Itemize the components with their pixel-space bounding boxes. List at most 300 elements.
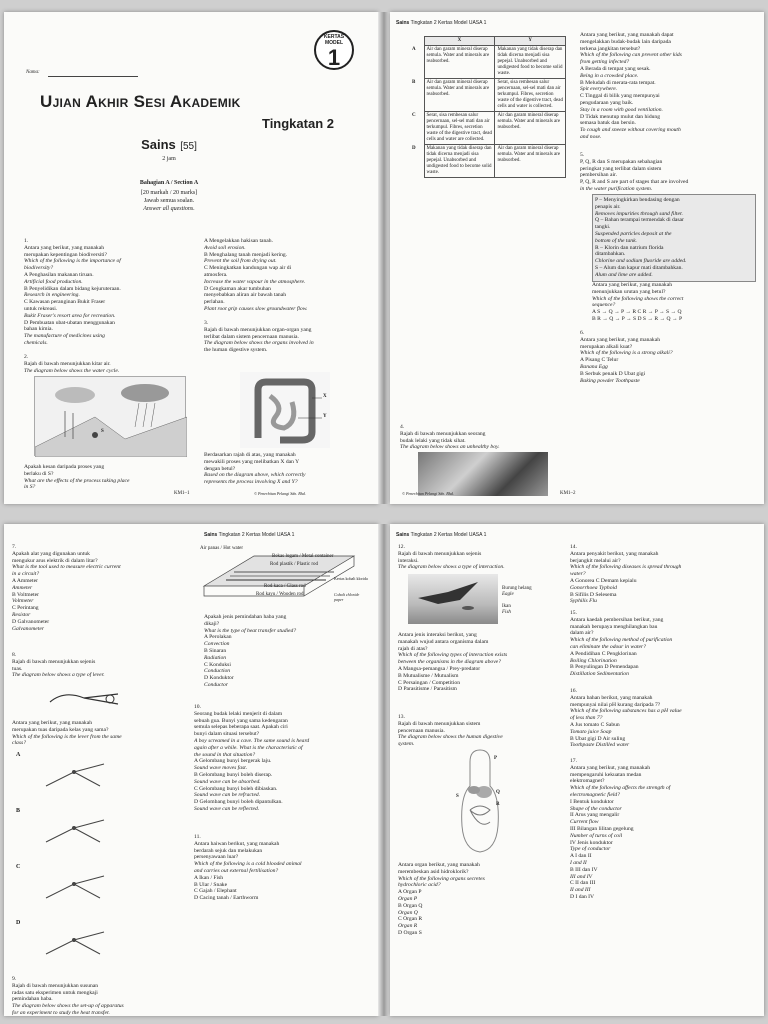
text-line: Syphilis Flu [570,598,597,605]
answer-option: B Organ Q [398,902,423,909]
subject: Sains [141,137,176,152]
text-line: Antara bahan berikut, yang manakah [570,694,653,701]
answer-option: C Persaingan / Competition [398,679,460,686]
label-fish: Ikan [502,604,511,609]
text-line: hydrochloric acid? [398,882,441,889]
answer-option: I Bentuk konduktor [570,798,614,805]
text-line: and carries out external fertilisation? [194,867,279,874]
answer-option: A Penghasilan makanan tiruan. [24,271,94,278]
eagle-photo [408,574,498,624]
text-line: Tomato juice Soap [570,728,612,735]
text-line: Convection [204,641,230,648]
text-line: Antara jenis interaksi berikut, yang [398,632,477,638]
answer-option: III Bilangan lilitan gegelung [570,825,634,832]
text-line: Apakah kesan daripada proses yang [24,464,105,470]
answer-option: IV Jenis konduktor [570,839,613,846]
text-line: semula selepas beberapa saat. Apakah ciri [194,724,288,731]
cell-x: Makanan yang tidak diserap dan tidak dicerna menjadi sisa pepejal. Unabsorbed and undigested food to become solid waste. [424,145,495,178]
text-line: Antara yang berikut, yang manakah [570,764,650,771]
text-line: Chlorine and sodium fluoride are added. [595,258,687,265]
text-line: and nose. [580,133,602,140]
answer-option: D Parasitisme / Parasitism [398,686,457,693]
lever-option-drawing [40,812,110,852]
question-13 [398,714,566,748]
page-number: KM1–2 [560,491,576,496]
header-subject: Sains [396,20,410,26]
question-5 [580,152,756,193]
text-line: P, Q, R dan S merupakan sebahagian [580,158,663,165]
question-12-prompt [398,632,566,693]
question-5-options [592,282,756,323]
text-line: Rajah di bawah menunjukkan sejenis [398,550,482,557]
question-10 [194,704,370,813]
text-line: Antara yang berikut, yang manakah dapat [580,32,674,38]
text-line: 12. [398,544,405,550]
text-line: rajah di atas? [398,645,428,652]
answer-option: I and II [570,859,587,866]
text-line: the sound in that situation? [194,751,256,758]
text-line: Toothpaste Distilled water [570,742,630,749]
header-subject: Sains [396,532,410,538]
table-row [410,112,566,145]
name-line [48,76,138,77]
text-line: 2. [24,354,29,360]
option-letter: C [412,112,416,118]
answer-option: B Mutualisme / Mutualism [398,672,459,679]
answer-option: D I dan IV [570,893,595,900]
text-line: Sound wave can be absorbed. [194,778,261,785]
question-9 [12,976,182,1016]
option-letter: D [412,145,416,151]
question-8 [12,652,182,679]
label-q: Q [496,790,500,795]
text-line: dalam air? [570,630,594,637]
header-text: Tingkatan 2 Kertas Model UASA 1 [218,532,295,538]
text-line: 15. [570,610,577,616]
text-line: 7. [12,544,17,550]
text-line: class? [12,740,26,747]
text-line: sequence? [592,302,616,309]
lever-option-c: C [16,864,21,870]
answer-option: A Berada di tempat yang sesak. [580,65,651,72]
text-line: perlahan. [204,299,225,306]
xy-table [410,36,566,178]
answer-option: B Ubat gigi D Air suling [570,735,626,742]
text-line: Sound wave can be reflected. [194,805,260,812]
text-line: Research in engineering. [24,292,80,299]
answer-option: C Meningkatkan kandungan wap air di [204,265,292,272]
section-marks: [20 markah / 20 marks] [140,190,198,196]
text-line: 9. [12,976,17,982]
text-line: Which of the following is the importance of [24,258,121,265]
table-row [410,145,566,178]
text-line: 4. [400,424,405,430]
label-p: P [494,756,498,761]
text-line: persenyawaan luar? [194,854,239,861]
text-line: pengudaraan yang baik. [580,99,634,106]
text-line: in a circuit? [12,571,40,578]
answer-option: D Cengkaman akar tumbuhan [204,285,271,292]
answer-option: B Menghalang tanah menjadi kering. [204,251,288,258]
publisher: © Penerbitan Pelangi Sdn. Bhd. [402,491,454,496]
tingkatan-label: Tingkatan 2 [261,116,334,131]
question-2-prompt [24,464,194,491]
text-line: represents the process involving X and Y? [204,479,298,486]
text-line: bahan kimia. [24,326,53,333]
question-7 [12,544,182,632]
text-line: 11. [194,834,201,840]
col-y: Y [495,37,566,46]
text-line: Spit everywhere. [580,86,618,93]
text-line: Organ P [398,895,418,902]
cell-x: Serat, sisa rembesan salur pencernaan, sel-sel mati dan air terkumpul. Fibres, secretion waste of the digestive tract, dead cells and water are collected. [424,112,495,145]
lever-option-b: B [16,808,21,814]
book-spine [378,12,390,504]
text-line: Apakah jenis pemindahan haba yang [204,614,287,620]
label-fish-en: Fish [502,610,511,615]
figure-label-y: Y [323,414,327,419]
text-line: in the water purification system. [580,185,653,192]
water-cycle-figure [34,376,186,456]
text-line: 16. [570,688,577,694]
table-corner [410,37,424,46]
text-line: semasa batuk dan bersin. [580,120,636,127]
text-line: berlaku di S? [24,470,54,477]
option-letter: B [412,79,416,85]
figure-label-s: S [101,429,104,434]
label-glass: Rod kaca / Glass rod [264,584,306,589]
text-line: in S? [24,484,36,491]
answer-option: C Perintang [12,605,39,612]
answer-option: B Sinaran [204,647,227,654]
answer-option: III and IV [570,873,593,880]
text-line: dengan betul? [204,465,236,472]
text-line: Rajah di bawah menunjukkan kitar air. [24,360,111,367]
question-12 [398,544,566,571]
text-line: 17. [570,758,577,764]
answer-option: A Pendidihan C Pengklorinan [570,650,637,657]
text-line: Radiation [204,654,227,661]
text-line: berjangkit melalui air? [570,557,621,564]
text-line: 14. [570,544,577,550]
text-line: pemindahan haba. [12,996,53,1003]
text-line: Antara kaedah pembersihan berikut, yang [570,616,664,623]
text-line: Which of the following types of interaction exists [398,652,508,659]
answer-option: A Mangsa-pemangsa / Prey-predator [398,665,481,672]
question-16 [570,688,758,749]
text-line: electromagnetic field? [570,791,620,798]
question-13-prompt [398,862,566,937]
section-title: Bahagian A / Section A [139,180,199,186]
text-line: system. [398,741,415,748]
text-line: atmosfera. [204,271,228,278]
question-14 [570,544,758,605]
lever-option-drawing [40,868,110,908]
text-line: Increase the water vapour in the atmosphere. [204,278,306,285]
figure-label-x: X [323,394,327,399]
subject-code: [55] [180,141,197,152]
answer-option: A Gelombang bunyi bergerak laju. [194,758,272,765]
text-line: Sound wave moves fast. [194,765,248,772]
lever-option-drawing [40,756,110,796]
answer-option: C Gajah / Elephant [194,888,237,895]
text-line: Banana Egg [580,363,608,370]
text-line: elektromagnet? [570,778,605,785]
text-line: Alum and lime are added. [595,271,653,278]
text-line: Rajah di bawah menunjukkan sejenis [12,658,96,665]
text-line: biodiversity? [24,265,54,272]
question-6 [580,330,756,384]
text-line: The diagram below shows the set-up of apparatus [12,1003,124,1010]
text-line: menyebabkan aliran air bawah tanah [204,292,287,299]
answer-option: C II dan III [570,880,596,887]
text-line: S – Alum dan kapur mati ditambahkan. [595,264,683,271]
question-4 [400,424,570,451]
text-line: Antara haiwan berikut, yang manakah [194,840,280,847]
text-line: from getting infected? [580,59,630,66]
answer-option: B III dan IV [570,866,598,873]
text-line: Organ R [398,923,418,930]
text-line: Sound wave can be refracted. [194,792,261,799]
answer-option: D Tidak menutup mulut dan hidung [580,113,661,120]
answer-option: A Gonorea C Demam kepialu [570,577,637,584]
text-line: The diagram below shows the human digestive [398,734,503,741]
question-5-box [592,194,756,282]
text-line: the human digestive system. [204,347,268,354]
text-line: The diagram below shows the organs involved in [204,340,314,347]
lever-option-d: D [16,920,21,926]
text-line: mempunyai nilai pH kurang daripada 7? [570,701,661,708]
answer-option: D Cacing tanah / Earthworm [194,895,259,902]
instruction-en: Answer all questions. [143,206,195,212]
text-line: 10. [194,704,201,710]
answer-option: A Pisang C Telur [580,357,619,364]
answer-option: A Perolakan [204,634,232,641]
question-1 [24,238,194,347]
text-line: 1. [24,238,29,244]
text-line: The diagram below shows the water cycle. [24,367,120,374]
text-line: Stay in a room with good ventilation. [580,106,663,113]
text-line: Galvanometer [12,625,45,632]
answer-option: A I dan II [570,853,592,860]
answer-option: A S → Q → P → R C R → P → S → Q [592,309,682,316]
text-line: Shape of the conductor [570,805,622,812]
label-plastic: Rod plastik / Plastic rod [270,562,319,567]
lever-figure [44,684,124,712]
lever-option-a: A [16,752,21,758]
answer-option: D Konduktor [204,675,234,682]
text-line: Apakah alat yang digunakan untuk [12,550,90,557]
text-line: Which of the following method of purification [570,637,673,644]
answer-option: B Sifilis D Selesema [570,591,617,598]
model-badge [314,30,354,70]
page-km1-4 [390,524,764,1016]
text-line: dikaji? [204,620,220,627]
text-line: Antara yang berikut, yang manakah [24,244,104,251]
text-line: Antara yang berikut, yang manakah [592,282,672,288]
cell-y: Air dan garam mineral diserap semula. Water and minerals are reabsorbed. [495,112,566,145]
text-line: Which of the following is a cold blooded animal [194,861,302,868]
text-line: Berdasarkan rajah di atas, yang manakah [204,452,296,458]
text-line: Rajah di bawah menunjukkan sistem [398,720,481,727]
label-wood: Rod kayu / Wooden rod [256,592,304,597]
text-line: Seorang budak lelaki menjerit di dalam [194,710,283,717]
question-8-prompt [12,720,182,747]
text-line: What is the tool used to measure electric current [12,564,121,571]
text-line: Which of the following shows the correct [592,295,684,302]
answer-option: D Organ S [398,929,422,936]
question-2 [24,354,194,374]
page-km1-1 [4,12,378,504]
label-metal: Bekas logam / Metal container [272,554,334,559]
text-line: interaksi. [398,557,419,564]
text-line: peringkat yang terlibat dalam sistem [580,165,662,172]
table-row [410,79,566,112]
text-line: can eliminate the odour in water? [570,643,646,650]
text-line: Antara organ berikut, yang manakah [398,862,480,868]
text-line: Boiling Chlorination [570,657,617,664]
text-line: Organ Q [398,909,418,916]
text-line: Prevent the soil from drying out. [204,258,277,265]
text-line: penapis air. [595,203,621,210]
text-line: Which of the following is the lever from the same [12,733,122,740]
question-1-options-cont [204,238,364,313]
text-line: tuas. [12,665,23,672]
table-row [410,46,566,79]
text-line: mewakili proses yang melibatkan X dan Y [204,458,300,465]
text-line: 5. [580,152,585,158]
text-line: Rajah di bawah menunjukkan susunan [12,982,99,989]
text-line: Conductor [204,681,228,688]
text-line: Plant root grip causes slow groundwater flow. [204,305,308,312]
page-km1-3 [4,524,378,1016]
answer-table-q3 [410,36,566,178]
answer-option: A Ammeter [12,577,38,584]
text-line: Which of the following substances has a pH value [570,708,682,715]
answer-option: A Jus tomato C Sabun [570,721,620,728]
question-3 [204,320,364,354]
answer-option: B Ular / Snake [194,881,228,888]
text-line: menunjukkan urutan yang betul? [592,288,666,295]
answer-option: B Penyulingan D Pemendapan [570,664,639,671]
subject-line [4,136,334,154]
cell-x: Air dan garam mineral diserap semula. Water and minerals are reabsorbed. [424,79,495,112]
badge-text: KERTAS MODEL [323,34,345,46]
text-line: mengelakkan budak-budak lain daripada [580,38,671,45]
text-line: manakah wujud antara organisma dalam [398,638,489,645]
text-line: mengukur arus elektrik di dalam litar? [12,557,98,564]
text-line: Antara yang berikut, yang manakah [580,336,660,343]
label-s: S [456,794,459,799]
heat-transfer-figure [194,546,370,606]
text-line: Antara penyakit berikut, yang manakah [570,550,659,557]
text-line: Which of the following affects the strength of [570,785,671,792]
answer-option: B Penyelidikan dalam bidang kejuruteraan. [24,285,121,292]
text-line: of less than 7? [570,715,603,722]
answer-option: C Organ R [398,916,423,923]
text-line: Which of the following is a strong alkali? [580,350,673,357]
spread-bottom [0,512,768,1024]
text-line: Which of the following diseases is spread through [570,564,682,571]
digestive-system-figure [450,746,510,856]
text-line: untuk rekreasi. [24,305,58,312]
text-line: ditambahkan. [595,251,626,258]
text-line: Rajah di bawah menunjukkan seorang [400,430,486,437]
text-line: Voltmeter [12,598,34,605]
question-17 [570,758,758,901]
text-line: merupakan alkali kuat? [580,343,633,350]
label-cobalt-en: Cobalt chloride paper [334,592,360,602]
cell-x: Air dan garam mineral diserap semula. Water and minerals are reabsorbed. [424,46,495,79]
text-line: Current flow [570,819,599,826]
text-line: mempengaruhi kekuatan medan [570,771,642,778]
text-line: Rajah di bawah menunjukkan organ-organ yang [204,326,312,333]
answer-option: C Gelombang bunyi boleh dibiaskan. [194,785,278,792]
text-line: Artificial food production. [24,278,83,285]
text-line: Avoid soil erosion. [204,244,246,251]
lever-option-drawing [40,924,110,964]
text-line: The diagram below shows a type of interaction. [398,564,505,571]
text-line: sebuah gua. Bunyi yang sama kedengaran [194,717,288,724]
text-line: What are the effects of the process taking place [24,477,130,484]
text-line: Which of the following organs secretes [398,875,485,882]
text-line: merupakan kepentingan biodiversiti? [24,251,107,258]
answer-option: C Kawasan peranginan Bukit Fraser [24,299,106,306]
answer-option: B R → Q → P → S D S → R → Q → P [592,315,683,322]
digestive-figure [240,372,330,448]
cell-y: Makanan yang tidak diserap dan tidak dicerna menjadi sisa pepejal. Unabsorbed and undigested food to become solid waste. [495,46,566,79]
text-line: Suspended particles deposit at the [595,230,672,237]
header-subject: Sains [204,532,218,538]
text-line: tangki. [595,224,611,231]
text-line: To cough and sneeze without covering mouth [580,127,681,134]
text-line: Number of turns of coil [570,832,623,839]
header-text: Tingkatan 2 Kertas Model UASA 1 [410,20,487,26]
answer-option: D Pembuatan ubat-ubatan menggunakan [24,319,115,326]
answer-option: D Gelombang bunyi boleh dipantulkan. [194,799,283,806]
text-line: pembersihan air. [580,172,617,179]
text-line: P, Q, R and S are part of stages that are involved [580,179,689,186]
label-cobalt: Kertas kobalt klorida [334,576,368,581]
answer-option: A Organ P [398,889,422,896]
text-line: Removes impurities through sand filter. [595,210,683,217]
text-line: What is the type of heat transfer studied? [204,627,297,634]
text-line: merupakan tuas daripada kelas yang sama? [12,726,109,733]
cell-y: Air dan garam mineral diserap semula. Water and minerals are reabsorbed. [495,145,566,178]
cell-y: Serat, sisa rembesan salur pencernaan, sel-sel mati dan air terkumpul. Fibres, secretion waste of the digestive tract, dead cells and water is collected. [495,79,566,112]
text-line: again after a while. What is the characteristic of [194,744,303,751]
duration: 2 jam [162,156,176,162]
question-11 [194,834,370,902]
text-line: Baking powder Toothpaste [580,377,640,384]
answer-option: D Galvanometer [12,618,50,625]
text-line: P – Menyingkirkan bendasing dengan [595,197,680,203]
name-label: Nama: [26,70,40,75]
answer-option: A boy screamed in a cave. The same sound is heard [194,737,310,744]
text-line: The diagram below shows an unhealthy boy. [400,444,500,451]
text-line: 6. [580,330,585,336]
text-line: Antara yang berikut, yang manakah [12,720,92,726]
text-line: budak lelaki yang tidak sihat. [400,437,466,444]
text-line: Type of conductor [570,846,611,853]
label-eagle-en: Eagle [502,592,514,597]
answer-option: B Gelombang bunyi boleh diserap. [194,771,273,778]
answer-option: B Meludah di merata-rata tempat. [580,79,656,86]
option-letter: A [412,46,416,52]
running-header [204,532,294,538]
text-line: for an experiment to study the heat transfer. [12,1009,110,1016]
text-line: berdarah sejuk dan melakukan [194,847,263,854]
